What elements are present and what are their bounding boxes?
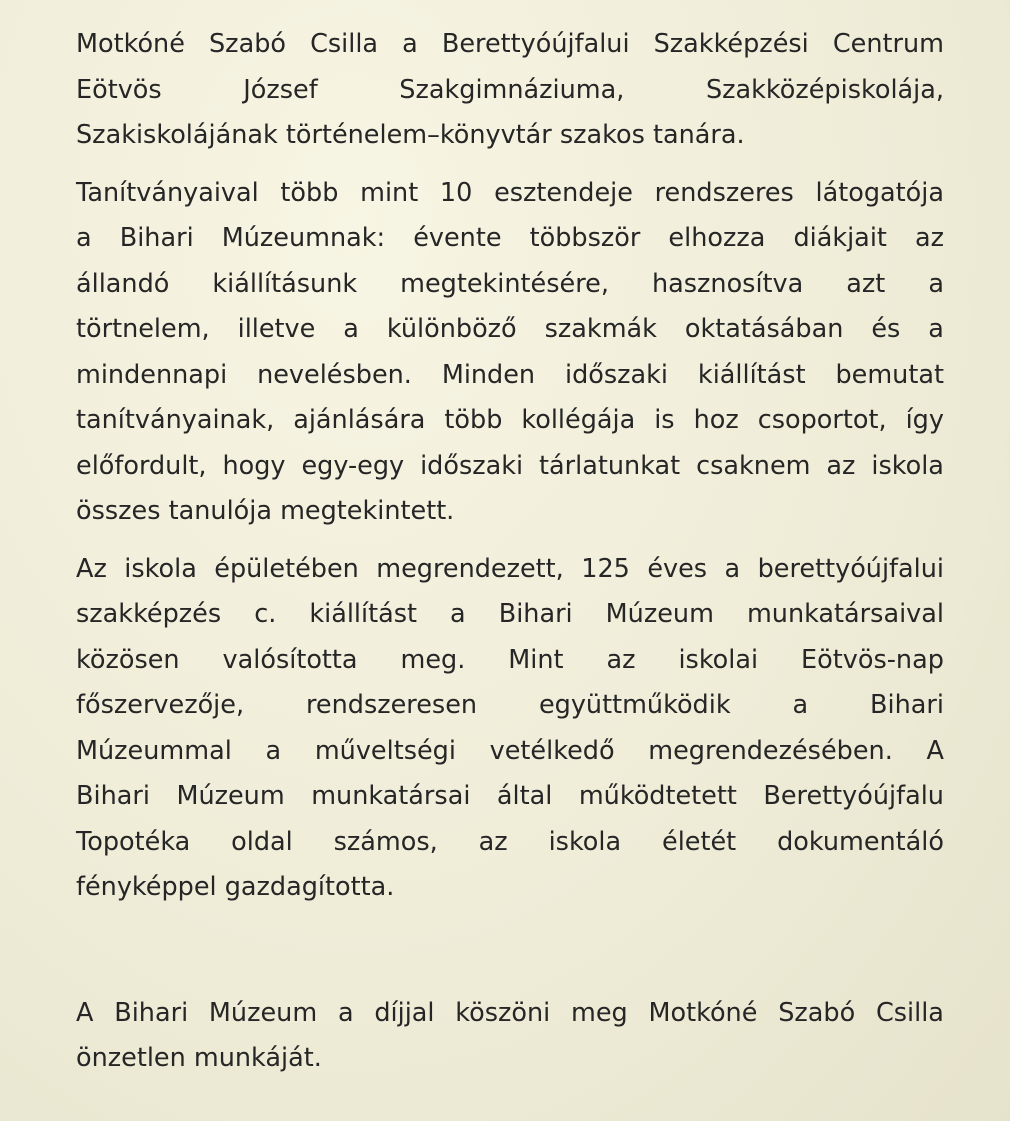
word: díjjal xyxy=(374,997,435,1028)
word: iskola xyxy=(548,826,622,857)
word: Csilla xyxy=(310,29,379,59)
word: a xyxy=(724,553,741,584)
text-line xyxy=(76,991,944,1037)
word: így xyxy=(905,405,944,435)
paragraph-students xyxy=(76,171,944,535)
word: meg. xyxy=(400,644,466,675)
word: előfordult, xyxy=(76,450,207,481)
word: Bihari xyxy=(76,781,150,811)
text-line xyxy=(76,729,944,775)
word: megtekintésére, xyxy=(400,268,609,299)
word: Múzeum xyxy=(605,599,714,629)
word: az xyxy=(826,450,856,481)
word: Eötvös-nap xyxy=(801,644,944,675)
word: nevelésben. xyxy=(257,359,412,390)
text-line xyxy=(76,638,944,684)
word: hoz xyxy=(693,405,739,435)
word: Szakképzési xyxy=(653,29,809,59)
word: 125 xyxy=(581,553,630,584)
word: meg xyxy=(571,997,628,1028)
word: időszaki xyxy=(420,450,524,481)
word: megrendezett, xyxy=(376,553,564,584)
word: csoportot, xyxy=(757,405,887,435)
word: mint xyxy=(360,177,419,208)
word: egy-egy xyxy=(301,450,405,481)
word: hogy xyxy=(222,450,286,481)
word: Múzeum xyxy=(208,997,318,1028)
text-line xyxy=(76,216,944,262)
word: működtetett xyxy=(578,781,737,811)
word: hasznosítva xyxy=(651,268,804,299)
word: Csilla xyxy=(875,997,944,1028)
word: látogatója xyxy=(815,177,944,208)
word: éves xyxy=(647,553,708,584)
word: elhozza xyxy=(668,223,766,253)
word: oktatásában xyxy=(684,314,844,344)
word: és xyxy=(871,314,901,344)
word: együttműködik xyxy=(538,690,731,720)
text-line xyxy=(76,171,944,217)
word: szakmák xyxy=(544,314,657,344)
word: különböző xyxy=(386,314,517,344)
text-body xyxy=(76,22,944,1082)
word: időszaki xyxy=(565,359,669,390)
word: évente xyxy=(413,223,502,253)
word: többször xyxy=(529,223,641,253)
word: Berettyóújfalu xyxy=(763,781,944,811)
word: életét xyxy=(662,826,737,857)
word: A xyxy=(76,997,94,1028)
word: megrendezésében. xyxy=(648,735,893,766)
word: Minden xyxy=(441,359,536,390)
word: A xyxy=(926,735,944,766)
word: vetélkedő xyxy=(489,735,615,766)
text-line xyxy=(76,592,944,638)
word: főszervezője, xyxy=(76,690,245,720)
word: által xyxy=(496,781,553,811)
word: Bihari xyxy=(114,997,189,1028)
word: iskola xyxy=(124,553,197,584)
word: törtnelem, xyxy=(76,314,210,344)
word: több xyxy=(444,405,503,435)
text-line: összes tanulója megtekintett. xyxy=(76,496,455,526)
word: épületében xyxy=(214,553,359,584)
word: Szabó xyxy=(209,29,286,59)
word: Topotéka xyxy=(76,826,191,857)
word: kiállítást xyxy=(309,599,417,629)
word: kollégája xyxy=(521,405,636,435)
word: Szakközépiskolája, xyxy=(705,74,944,105)
word: munkatársai xyxy=(311,781,471,811)
text-line xyxy=(76,444,944,490)
word: Szabó xyxy=(778,997,856,1028)
word: Az xyxy=(76,553,107,584)
word: a xyxy=(343,314,359,344)
word: dokumentáló xyxy=(777,826,944,857)
word: a xyxy=(265,735,282,766)
text-line xyxy=(76,68,944,114)
word: Bihari xyxy=(498,599,573,629)
word: illetve xyxy=(237,314,316,344)
word: a xyxy=(928,314,944,344)
word: Bihari xyxy=(119,223,194,253)
text-line xyxy=(76,307,944,353)
word: iskola xyxy=(871,450,944,481)
word: számos, xyxy=(333,826,438,857)
word: tanítványainak, xyxy=(76,405,275,435)
text-line xyxy=(76,683,944,729)
word: a xyxy=(928,268,944,299)
word: berettyóújfalui xyxy=(757,553,944,584)
word: Múzeumnak: xyxy=(221,223,386,253)
word: kiállítást xyxy=(697,359,806,390)
word: József xyxy=(243,74,318,105)
paragraph-intro xyxy=(76,22,944,159)
word: esztendeje xyxy=(494,177,633,208)
word: csaknem xyxy=(696,450,811,481)
text-line xyxy=(76,774,944,820)
word: 10 xyxy=(439,177,473,208)
word: munkatársaival xyxy=(746,599,944,629)
word: kiállításunk xyxy=(212,268,358,299)
word: diákjait xyxy=(793,223,887,253)
text-line: önzetlen munkáját. xyxy=(76,1043,322,1073)
word: a xyxy=(402,29,418,59)
word: c. xyxy=(254,599,277,629)
word: Berettyóújfalui xyxy=(441,29,630,59)
text-line xyxy=(76,547,944,593)
word: Motkóné xyxy=(76,29,185,59)
text-line: fényképpel gazdagította. xyxy=(76,872,395,902)
word: oldal xyxy=(231,826,293,857)
word: a xyxy=(450,599,466,629)
word: állandó xyxy=(76,268,170,299)
word: Szakgimnáziuma, xyxy=(399,74,625,105)
word: tárlatunkat xyxy=(539,450,681,481)
word: szakképzés xyxy=(76,599,222,629)
word: ajánlására xyxy=(293,405,426,435)
word: rendszeres xyxy=(654,177,794,208)
word: közösen xyxy=(76,644,180,675)
word: Motkóné xyxy=(648,997,758,1028)
text-line xyxy=(76,820,944,866)
word: Bihari xyxy=(870,690,944,720)
word: a xyxy=(76,223,92,253)
paragraph-closing xyxy=(76,991,944,1082)
text-line xyxy=(76,353,944,399)
text-line xyxy=(76,398,944,444)
word: valósította xyxy=(222,644,358,675)
word: azt xyxy=(846,268,886,299)
word: az xyxy=(606,644,636,675)
word: az xyxy=(478,826,508,857)
word: több xyxy=(280,177,339,208)
text-line: Szakiskolájának történelem–könyvtár szakos tanára. xyxy=(76,120,745,150)
word: Mint xyxy=(508,644,564,675)
word: Múzeummal xyxy=(76,735,232,766)
text-line xyxy=(76,22,944,68)
word: Múzeum xyxy=(176,781,285,811)
word: a xyxy=(792,690,809,720)
word: rendszeresen xyxy=(305,690,478,720)
word: Centrum xyxy=(832,29,944,59)
text-line xyxy=(76,262,944,308)
word: a xyxy=(337,997,354,1028)
word: az xyxy=(914,223,944,253)
word: mindennapi xyxy=(76,359,228,390)
word: is xyxy=(654,405,675,435)
paragraph-exhibition xyxy=(76,547,944,911)
word: bemutat xyxy=(835,359,944,390)
word: műveltségi xyxy=(314,735,456,766)
word: Tanítványaival xyxy=(76,177,259,208)
word: Eötvös xyxy=(76,74,162,105)
word: köszöni xyxy=(455,997,551,1028)
word: iskolai xyxy=(678,644,759,675)
